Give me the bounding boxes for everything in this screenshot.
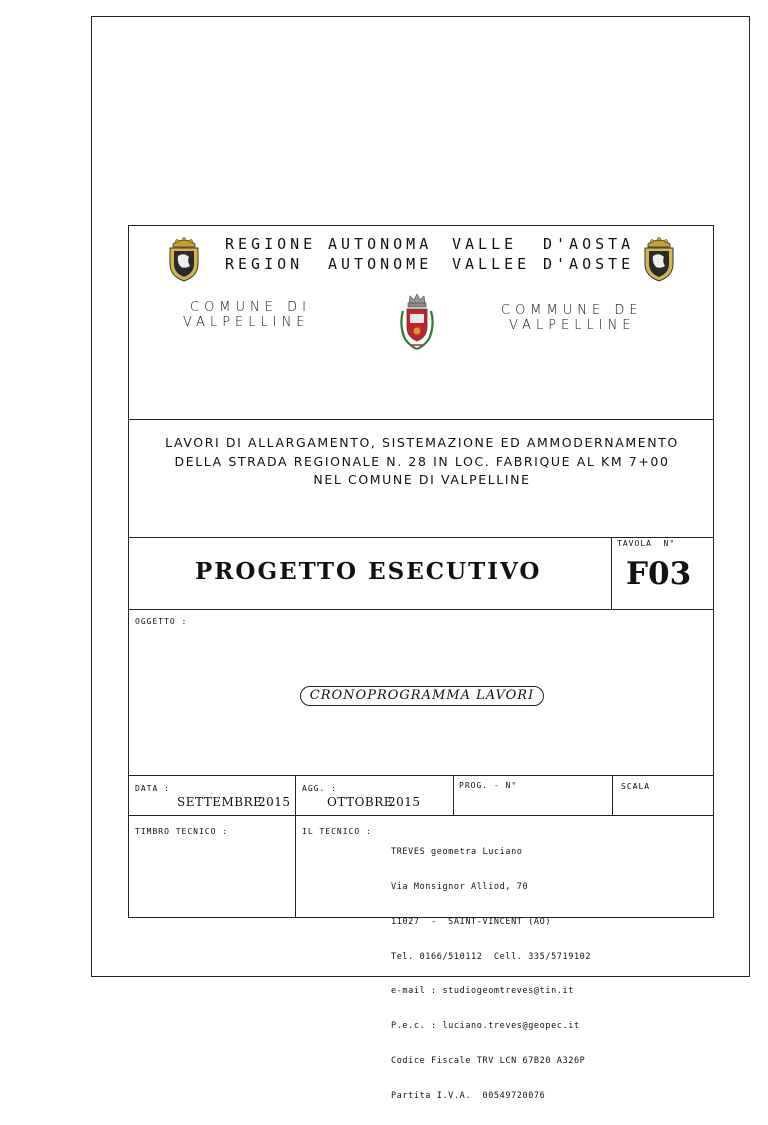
agg-label: AGG. : (302, 784, 337, 793)
tecnico-line: Tel. 0166/510112 Cell. 335/5719102 (391, 951, 592, 962)
divider-project (129, 609, 713, 610)
divider-header (129, 419, 713, 420)
tecnico-line: e-mail : studiogeomtreves@tin.it (391, 986, 574, 997)
agg-year: 2015 (388, 795, 421, 809)
data-month: SETTEMBRE (177, 795, 263, 809)
divider-subject (129, 775, 713, 776)
divider-prog (612, 775, 613, 815)
scala-label: SCALA (621, 782, 651, 791)
divider-data (295, 775, 296, 815)
divider-info (129, 815, 713, 816)
works-line-3: NEL COMUNE DI VALPELLINE (313, 472, 531, 487)
region-it-1: REGIONE (225, 235, 317, 253)
timbro-label: TIMBRO TECNICO : (135, 827, 229, 836)
tecnico-line: TREVES geometra Luciano (391, 847, 523, 858)
municipal-crest-icon (397, 293, 437, 353)
tecnico-line: Codice Fiscale TRV LCN 67B20 A326P (391, 1055, 586, 1066)
region-it-2: AUTONOMA (328, 235, 433, 253)
subject-value: CRONOPROGRAMMA LAVORI (300, 686, 544, 706)
title-block (128, 225, 714, 1101)
comune-it-line1: COMUNE DI (190, 300, 311, 315)
agg-month: OTTOBRE (327, 795, 394, 809)
project-title: PROGETTO ESECUTIVO (195, 558, 542, 585)
region-crest-left-icon (167, 236, 201, 282)
works-line-2: DELLA STRADA REGIONALE N. 28 IN LOC. FABRIQUE AL KM 7+00 (174, 454, 670, 469)
comune-fr-line1: COMMUNE DE (501, 303, 643, 318)
data-year: 2015 (258, 795, 291, 809)
tavola-label: TAVOLA N° (617, 539, 676, 548)
tecnico-label: IL TECNICO : (302, 827, 372, 836)
divider-agg (453, 775, 454, 815)
region-it-3: VALLE (452, 235, 518, 253)
comune-fr-line2: VALPELLINE (509, 318, 636, 333)
tecnico-line: 11027 - SAINT-VINCENT (AO) (391, 916, 552, 927)
region-crest-right-icon (642, 236, 676, 282)
prog-label: PROG. - N° (459, 781, 518, 790)
region-fr-1: REGION (225, 255, 304, 273)
works-line-1: LAVORI DI ALLARGAMENTO, SISTEMAZIONE ED AMMODERNAMENTO (165, 435, 679, 450)
tavola-number: F03 (626, 556, 692, 592)
tecnico-line: Partita I.V.A. 00549720076 (391, 1090, 546, 1101)
region-fr-4: D'AOSTE (543, 255, 635, 273)
region-fr-2: AUTONOME (328, 255, 433, 273)
divider-works (129, 537, 713, 538)
region-it-4: D'AOSTA (543, 235, 635, 253)
divider-tavola (611, 537, 612, 609)
tecnico-line: Via Monsignor Alliod, 70 (391, 881, 529, 892)
region-fr-3: VALLEE (452, 255, 531, 273)
tecnico-line: P.e.c. : luciano.treves@geopec.it (391, 1021, 580, 1032)
tecnico-details (391, 824, 591, 1125)
comune-it-line2: VALPELLINE (183, 315, 310, 330)
data-label: DATA : (135, 784, 170, 793)
subject-label: OGGETTO : (135, 617, 188, 626)
divider-timbro (295, 815, 296, 917)
